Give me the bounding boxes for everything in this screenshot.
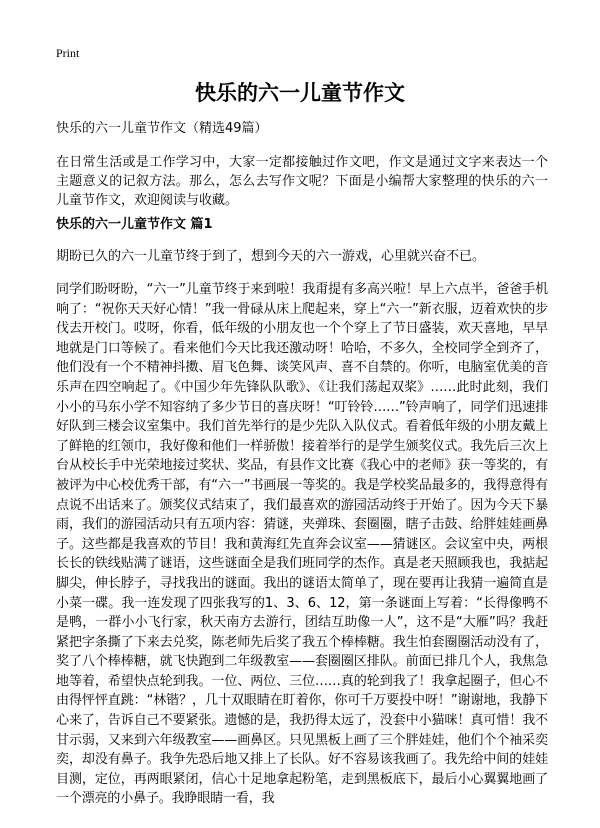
article-title: 快乐的六一儿童节作文 (195, 81, 405, 105)
article-subtitle: 快乐的六一儿童节作文（精选49篇） (56, 121, 268, 136)
body-paragraph: 期盼已久的六一儿童节终于到了，想到今天的六一游戏，心里就兴奋不已。 (56, 249, 486, 264)
section-heading: 快乐的六一儿童节作文 篇1 (56, 217, 213, 232)
print-link[interactable]: Print (56, 46, 80, 60)
body-paragraph: 同学们盼呀盼，“六一”儿童节终于来到啦！我甭提有多高兴啦！早上六点半，爸爸手机响了：“祝你天天好心情！”我一骨碌从床上爬起来，穿上“六一”新衣服，迈着欢快的步伐去开校门。哎呀，你看，低年级的小朋友也一个个穿上了节日盛装，欢天喜地，早早地就是门口等候了。看来他们今天比我还激动呀！哈哈，不多久，全校同学全到齐了，他们没有一个不精神抖擞、眉飞色舞、谈笑风声、喜不自禁的。你听，电脑室优美的音乐声在四空响起了。《中国少年先锋队队歌》、《让我们荡起双桨》……此时此刻，我们小小的马东小学不知容纳了多少节日的喜庆呀！“叮铃铃……”铃声响了，同学们迅速排好队到三楼会议室集中。我们首先举行的是少先队入队仪式。看着低年级的小朋友戴上了鲜艳的红领巾，我好像和他们一样骄傲！接着举行的是学生颁奖仪式。我先后三次上台从校长手中光荣地接过奖状、奖品，有县作文比赛《我心中的老师》获一等奖的，有被评为中心校优秀干部，有“六一”书画展一等奖的。我是学校奖品最多的，我得意得有点说不出话来了。颁奖仪式结束了，我们最喜欢的游园活动终于开始了。因为今天下暴雨，我们的游园活动只有五项内容：猜谜，夹弹珠、套圈圈，瞎子击鼓、给胖娃娃画鼻子。这些都是我喜欢的节目！我和黄海红先直奔会议室——猜谜区。会议室中央，两根长长的铁线贴满了谜语，这些谜面全是我们班同学的杰作。真是老天照顾我也，我掂起脚尖，伸长脖子，寻找我出的谜面。我出的谜语太简单了，现在要再让我猜一遍简直是小菜一碟。我一连发现了四张我写的1、3、6、12，第一条谜面上写着：“长得像鸭不是鸭，一群小小飞行家，秋天南方去游行，团结互助像一人”，这不是“大雁”吗？我赶紧把字条撕了下来去兑奖，陈老师先后奖了我五个棒棒糖。我生怕套圈圈活动没有了，奖了八个棒棒糖，就飞快跑到二年级教室——套圈圈区排队。前面已排几个人，我焦急地等着，希望快点轮到我。一位、两位、三位……真的轮到我了！我拿起圈子，但心不由得怦怦直跳：“林锴？，几十双眼睛在盯着你，你可千万要投中呀！”谢谢地，我静下心来了，告诉自己不要紧张。遗憾的是，我扔得太远了，没套中小猫咪！真可惜！我不甘示弱，又来到六年级教室——画鼻区。只见黑板上画了三个胖娃娃，他们个个袖采奕奕，却没有鼻子。我争先恐后地又排上了长队。好不容易该我画了。我先给中间的娃娃目测，定位，再两眼紧闭，信心十足地拿起粉笔，走到黑板底下，最后小心翼翼地画了一个漂亮的小鼻子。我睁眼睛一看，我 (56, 282, 548, 807)
intro-paragraph: 在日常生活或是工作学习中，大家一定都接触过作文吧，作文是通过文字来表达一个主题意义的记叙方法。那么，怎么去写作文呢？下面是小编帮大家整理的快乐的六一儿童节作文，欢迎阅读与收藏。 (56, 155, 548, 208)
